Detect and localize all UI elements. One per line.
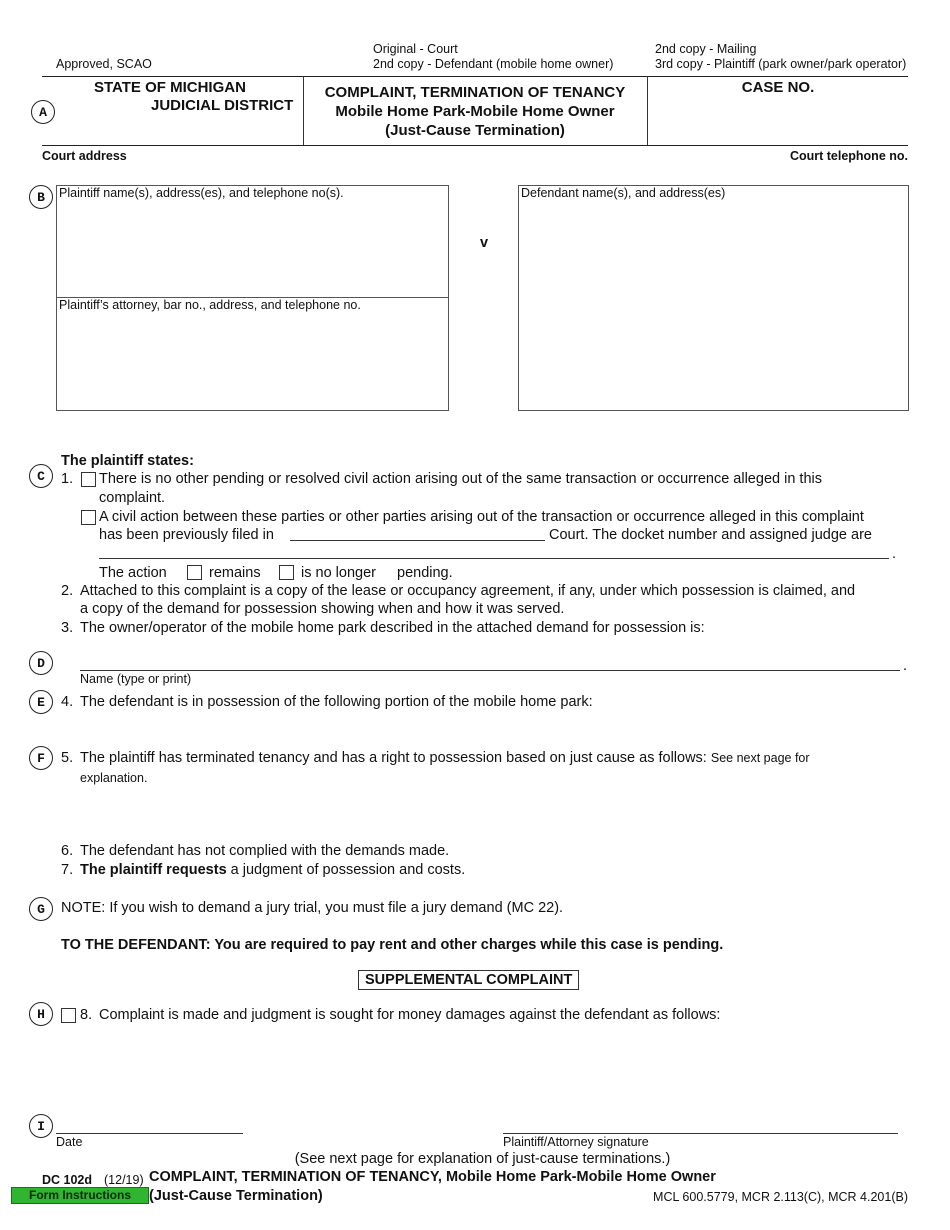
docket-period: . <box>892 546 897 562</box>
mcl-citation: MCL 600.5779, MCR 2.113(C), MCR 4.201(B) <box>653 1190 908 1204</box>
marker-a: A <box>31 100 55 124</box>
prior-action-checkbox[interactable] <box>81 510 96 525</box>
see-next-page-note: (See next page for explanation of just-cause terminations.) <box>294 1151 671 1167</box>
action-no-longer-label: is no longer <box>301 565 376 581</box>
item-1-option1-text-b: complaint. <box>99 490 166 506</box>
attorney-label: Plaintiff’s attorney, bar no., address, and telephone no. <box>59 298 361 312</box>
action-pending-label: pending. <box>397 565 453 581</box>
item-5-explanation: explanation. <box>80 771 148 785</box>
item-7-bold: The plaintiff requests <box>80 862 227 878</box>
approved-text: Approved, SCAO <box>56 57 152 71</box>
action-remains-label: remains <box>209 565 261 581</box>
item-1-option2-pre: has been previously filed in <box>99 527 274 543</box>
versus-label: v <box>480 235 489 251</box>
form-title-line3: (Just-Cause Termination) <box>385 122 565 139</box>
marker-b: B <box>29 185 53 209</box>
item-3-text: The owner/operator of the mobile home park described in the attached demand for possession is: <box>80 620 705 636</box>
item-6-text: The defendant has not complied with the demands made. <box>80 843 450 859</box>
item-5-see-next: See next page for <box>710 751 810 765</box>
plaintiff-label: Plaintiff name(s), address(es), and telephone no(s). <box>59 186 344 200</box>
action-no-longer-checkbox[interactable] <box>279 565 294 580</box>
item-1-number: 1. <box>61 471 74 487</box>
action-remains-checkbox[interactable] <box>187 565 202 580</box>
form-title-line1: COMPLAINT, TERMINATION OF TENANCY <box>324 84 626 101</box>
court-phone-label: Court telephone no. <box>789 149 908 163</box>
copy-3rd-plaintiff: 3rd copy - Plaintiff (park owner/park operator) <box>655 57 907 71</box>
case-no-label: CASE NO. <box>741 79 815 96</box>
marker-h: H <box>29 1002 53 1026</box>
copy-2nd-defendant: 2nd copy - Defendant (mobile home owner) <box>373 57 614 71</box>
item-5-text <box>80 749 810 767</box>
no-other-action-checkbox[interactable] <box>81 472 96 487</box>
item-7-number: 7. <box>61 862 74 878</box>
footer-title-b: (Just-Cause Termination) <box>149 1188 323 1204</box>
item-4-number: 4. <box>61 694 74 710</box>
defendant-label: Defendant name(s), and address(es) <box>521 186 726 200</box>
marker-d: D <box>29 651 53 675</box>
owner-name-field[interactable] <box>80 670 900 671</box>
action-status-pre: The action <box>99 565 167 581</box>
date-field[interactable] <box>56 1133 243 1134</box>
supplemental-damages-checkbox[interactable] <box>61 1008 76 1023</box>
item-6-number: 6. <box>61 843 74 859</box>
jury-note: NOTE: If you wish to demand a jury trial, you must file a jury demand (MC 22). <box>61 900 564 916</box>
defendant-box[interactable] <box>518 185 909 411</box>
form-code: DC 102d <box>42 1173 93 1187</box>
marker-f: F <box>29 746 53 770</box>
form-instructions-button[interactable]: Form Instructions <box>11 1187 149 1204</box>
item-5-number: 5. <box>61 750 74 766</box>
item-1-option2-post: Court. The docket number and assigned judge are <box>549 527 872 543</box>
prior-court-field[interactable] <box>290 540 545 541</box>
item-7-rest: a judgment of possession and costs. <box>226 862 466 878</box>
to-defendant-notice: TO THE DEFENDANT: You are required to pay rent and other charges while this case is pending. <box>61 937 724 953</box>
marker-c: C <box>29 464 53 488</box>
case-no-field[interactable] <box>652 98 904 142</box>
form-revision-date: (12/19) <box>104 1173 144 1187</box>
marker-i: I <box>29 1114 53 1138</box>
copy-2nd-mailing: 2nd copy - Mailing <box>655 42 757 56</box>
plaintiff-states-heading: The plaintiff states: <box>61 453 194 469</box>
item-8-number: 8. <box>80 1007 93 1023</box>
item-7-text <box>80 861 465 879</box>
judicial-district: JUDICIAL DISTRICT <box>151 97 294 114</box>
item-1-option2-text-a: A civil action between these parties or other parties arising out of the transaction or occurrence alleged in this complaint <box>99 509 864 525</box>
marker-e: E <box>29 690 53 714</box>
marker-g: G <box>29 897 53 921</box>
item-5-main-text: The plaintiff has terminated tenancy and has a right to possession based on just cause as follows: <box>80 750 707 766</box>
header-bottom-rule <box>42 145 908 146</box>
owner-name-label: Name (type or print) <box>80 672 192 686</box>
item-2-number: 2. <box>61 583 74 599</box>
copy-original: Original - Court <box>373 42 458 56</box>
footer-title-a: COMPLAINT, TERMINATION OF TENANCY, Mobile Home Park-Mobile Home Owner <box>149 1169 716 1185</box>
form-title-line2: Mobile Home Park-Mobile Home Owner <box>335 103 615 120</box>
header-top-rule <box>42 76 908 77</box>
item-2-text-a: Attached to this complaint is a copy of the lease or occupancy agreement, if any, under which possession is claimed, and <box>80 583 856 599</box>
item-2-text-b: a copy of the demand for possession showing when and how it was served. <box>80 601 565 617</box>
item-3-number: 3. <box>61 620 74 636</box>
owner-name-period: . <box>903 658 908 674</box>
docket-judge-field[interactable] <box>99 558 889 559</box>
item-8-text: Complaint is made and judgment is sought for money damages against the defendant as follows: <box>99 1007 721 1023</box>
court-address-label: Court address <box>42 149 127 163</box>
state-of-michigan: STATE OF MICHIGAN <box>94 79 246 96</box>
item-1-option1-text-a: There is no other pending or resolved civil action arising out of the same transaction or occurrence alleged in this <box>99 471 822 487</box>
signature-label: Plaintiff/Attorney signature <box>503 1135 649 1149</box>
supplemental-complaint-heading: SUPPLEMENTAL COMPLAINT <box>358 970 579 990</box>
date-label: Date <box>56 1135 83 1149</box>
item-4-text: The defendant is in possession of the following portion of the mobile home park: <box>80 694 593 710</box>
